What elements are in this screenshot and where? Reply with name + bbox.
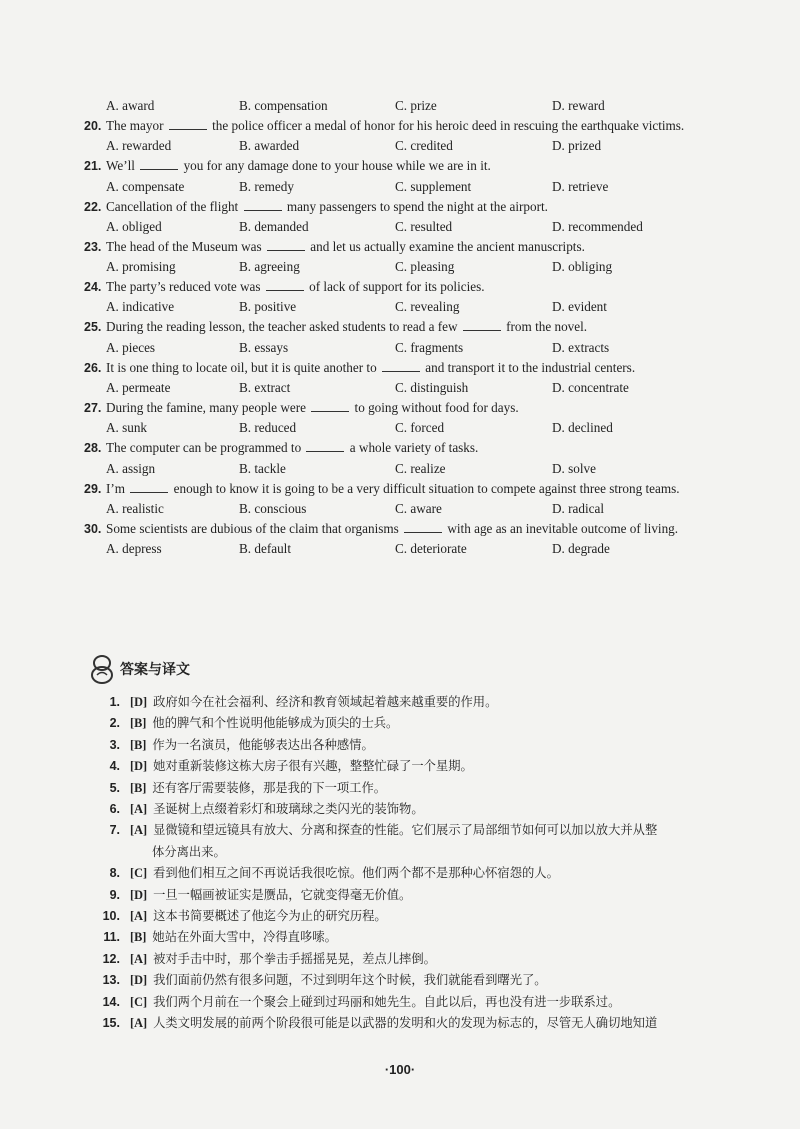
option: B. positive <box>239 299 297 315</box>
answer-translation: 显微镜和望远镜具有放大、分离和探查的性能。它们展示了局部细节如何可以加以放大并从整 <box>153 823 658 838</box>
answer-item <box>98 992 708 1013</box>
answer-item <box>98 692 708 713</box>
question-text-before: We’ll <box>106 158 135 174</box>
answer-item <box>98 949 708 970</box>
answer-key: [D] <box>130 887 148 902</box>
answer-item <box>98 927 708 948</box>
option: B. essays <box>239 339 289 355</box>
option: B. reduced <box>239 420 297 436</box>
answer-translation: 她对重新装修这栋大房子很有兴趣，整整忙碌了一个星期。 <box>153 759 473 774</box>
answer-key: [B] <box>130 716 147 731</box>
question-text-after: and transport it to the industrial centers. <box>425 359 636 375</box>
answer-item <box>98 778 708 799</box>
answer-blank <box>169 117 207 130</box>
question-text-after: with age as an inevitable outcome of living. <box>447 520 679 536</box>
option: C. resulted <box>395 218 453 234</box>
answer-translation: 看到他们相互之间不再说话我很吃惊。他们两个都不是那种心怀宿怨的人。 <box>153 866 559 881</box>
option: C. revealing <box>395 299 460 315</box>
answer-key: [B] <box>130 737 147 752</box>
option: B. agreeing <box>239 259 300 275</box>
answer-blank <box>266 278 304 291</box>
option: A. compensate <box>106 178 185 194</box>
answer-translation: 他的脾气和个性说明他能够成为顶尖的士兵。 <box>152 716 399 731</box>
answer-key: [D] <box>130 973 148 988</box>
question-4 <box>84 277 716 297</box>
question-5 <box>84 317 716 337</box>
answer-translation: 这本书简要概述了他迄今为止的研究历程。 <box>153 909 387 924</box>
question-0 <box>84 116 716 136</box>
answer-item <box>98 713 708 734</box>
answer-blank <box>244 198 282 211</box>
answers-title: 答案与译文 <box>120 662 190 678</box>
answer-key: [C] <box>130 994 148 1009</box>
option: D. declined <box>552 420 613 436</box>
question-text-after: from the novel. <box>506 319 588 335</box>
answer-number: 9. <box>109 887 120 902</box>
option: D. concentrate <box>552 380 629 396</box>
answer-key: [D] <box>130 695 148 709</box>
option: D. extracts <box>552 339 610 355</box>
options-row <box>84 459 716 479</box>
questions-section <box>84 96 716 559</box>
option: C. credited <box>395 138 453 154</box>
question-text-after: you for any damage done to your house while we are in it. <box>183 158 491 174</box>
question-number: 30. <box>84 521 102 536</box>
answer-item <box>98 970 708 991</box>
answer-key: [B] <box>130 780 147 795</box>
question-text-before: The head of the Museum was <box>106 238 262 254</box>
option: B. compensation <box>239 98 328 113</box>
answer-translation: 被对手击中时，那个拳击手摇摇晃晃，差点儿摔倒。 <box>153 951 436 966</box>
question-number: 24. <box>84 280 102 295</box>
question-number: 26. <box>84 360 102 375</box>
answer-translation: 我们两个月前在一个聚会上碰到过玛丽和她先生。自此以后，再也没有进一步联系过。 <box>153 994 621 1009</box>
option: C. fragments <box>395 339 464 355</box>
option: A. rewarded <box>106 138 172 154</box>
option: D. retrieve <box>552 178 609 194</box>
option: C. supplement <box>395 178 472 194</box>
answer-number: 15. <box>102 1016 120 1031</box>
option: B. conscious <box>239 500 307 516</box>
question-text-after: and let us actually examine the ancient manuscripts. <box>310 238 585 254</box>
option: D. recommended <box>552 218 643 234</box>
answer-blank <box>463 318 501 331</box>
question-text-before: During the reading lesson, the teacher asked students to read a few <box>106 319 458 335</box>
question-text-after: of lack of support for its policies. <box>309 279 485 295</box>
answer-number: 4. <box>109 759 120 774</box>
option: C. distinguish <box>395 380 469 396</box>
option: A. realistic <box>106 500 164 516</box>
question-text-before: The computer can be programmed to <box>106 440 302 456</box>
option: B. tackle <box>239 460 286 476</box>
options-row <box>84 177 716 197</box>
answer-key: [A] <box>130 823 148 838</box>
answer-number: 7. <box>109 823 120 838</box>
answer-translation: 政府如今在社会福利、经济和教育领域起着越来越重要的作用。 <box>153 695 498 709</box>
option: D. obliging <box>552 259 613 275</box>
answer-number: 6. <box>109 802 120 817</box>
answers-header <box>90 652 190 686</box>
question-number: 23. <box>84 239 102 254</box>
question-10 <box>84 519 716 539</box>
option: A. depress <box>106 541 162 557</box>
answer-translation: 她站在外面大雪中，冷得直哆嗦。 <box>152 930 337 945</box>
option: C. deteriorate <box>395 541 467 557</box>
option: D. prized <box>552 138 602 154</box>
answer-item <box>98 906 708 927</box>
answer-item <box>98 885 708 906</box>
page-number: ·100· <box>384 1062 416 1077</box>
options-row <box>84 499 716 519</box>
question-number: 27. <box>84 401 102 416</box>
answer-item <box>98 1013 708 1034</box>
answer-item <box>98 735 708 756</box>
question-9 <box>84 479 716 499</box>
answer-number: 2. <box>109 716 120 731</box>
answer-translation-continued: 体分离出来。 <box>152 844 226 859</box>
question-number: 20. <box>84 119 102 133</box>
answer-number: 1. <box>109 695 120 709</box>
answer-number: 8. <box>109 866 120 881</box>
options-row <box>84 257 716 277</box>
question-number: 28. <box>84 441 102 456</box>
question-text-before: The mayor <box>106 118 164 133</box>
answer-number: 5. <box>109 780 120 795</box>
answer-key: [A] <box>130 909 148 924</box>
option: A. permeate <box>106 380 171 396</box>
question-text-after: the police officer a medal of honor for his heroic deed in rescuing the earthquake victims. <box>212 118 685 133</box>
answer-number: 13. <box>102 973 120 988</box>
options-row <box>84 378 716 398</box>
question-2 <box>84 197 716 217</box>
question-text-before: The party’s reduced vote was <box>106 279 261 295</box>
option: C. realize <box>395 460 446 476</box>
question-1 <box>84 156 716 176</box>
option: C. forced <box>395 420 445 436</box>
answer-translation: 人类文明发展的前两个阶段很可能是以武器的发明和火的发现为标志的，尽管无人确切地知道 <box>153 1016 658 1031</box>
answer-number: 12. <box>102 951 120 966</box>
question-text-after: many passengers to spend the night at the airport. <box>286 198 548 214</box>
answer-number: 3. <box>109 737 120 752</box>
question-number: 25. <box>84 320 102 335</box>
answer-blank <box>306 439 344 452</box>
answer-key: [A] <box>130 802 148 817</box>
question-3 <box>84 237 716 257</box>
answer-blank <box>404 520 442 533</box>
question-text-after: a whole variety of tasks. <box>349 440 479 456</box>
answers-section-icon <box>90 654 114 684</box>
option: B. awarded <box>239 138 300 154</box>
question-text-before: During the famine, many people were <box>106 400 306 416</box>
question-text-before: Cancellation of the flight <box>106 198 239 214</box>
option: A. promising <box>106 259 176 275</box>
option: C. pleasing <box>395 259 455 275</box>
answer-key: [A] <box>130 1016 148 1031</box>
answer-item <box>98 799 708 820</box>
option: B. remedy <box>239 178 294 194</box>
option: D. radical <box>552 500 604 516</box>
answer-item <box>98 756 708 777</box>
options-row <box>84 338 716 358</box>
answer-translation: 作为一名演员，他能够表达出各种感情。 <box>152 737 374 752</box>
option: D. degrade <box>552 541 610 557</box>
option: B. demanded <box>239 218 309 234</box>
answer-translation: 圣诞树上点缀着彩灯和玻璃球之类闪光的装饰物。 <box>153 802 424 817</box>
answer-translation: 还有客厅需要装修，那是我的下一项工作。 <box>152 780 387 795</box>
answer-blank <box>140 157 178 170</box>
question-number: 29. <box>84 481 102 496</box>
option: A. sunk <box>106 420 148 436</box>
options-row <box>84 136 716 156</box>
answer-key: [A] <box>130 951 148 966</box>
option: C. aware <box>395 500 442 516</box>
option: D. evident <box>552 299 607 315</box>
question-text-before: It is one thing to locate oil, but it is quite another to <box>106 359 377 375</box>
answer-key: [D] <box>130 759 148 774</box>
option: A. pieces <box>106 339 156 355</box>
option: A. award <box>106 98 155 113</box>
option: C. prize <box>395 98 437 113</box>
options-row <box>84 539 716 559</box>
answer-item <box>98 820 708 863</box>
answer-translation: 我们面前仍然有很多问题，不过到明年这个时候，我们就能看到曙光了。 <box>153 973 547 988</box>
question-number: 21. <box>84 159 102 174</box>
option: D. reward <box>552 98 605 113</box>
question-number: 22. <box>84 199 102 214</box>
answer-blank <box>267 238 305 251</box>
question-text-before: I’m <box>106 480 126 496</box>
answer-item <box>98 863 708 884</box>
question-7 <box>84 398 716 418</box>
answer-blank <box>130 480 168 493</box>
question-8 <box>84 438 716 458</box>
answer-number: 11. <box>103 930 120 945</box>
option: B. extract <box>239 380 291 396</box>
answer-number: 10. <box>102 909 120 924</box>
answer-blank <box>382 359 420 372</box>
answer-key: [B] <box>130 930 147 945</box>
option: A. assign <box>106 460 156 476</box>
options-row <box>84 418 716 438</box>
option: A. indicative <box>106 299 175 315</box>
answer-number: 14. <box>102 994 120 1009</box>
options-row <box>84 217 716 237</box>
options-row <box>84 96 716 116</box>
answer-key: [C] <box>130 866 148 881</box>
answers-section <box>98 692 708 1035</box>
question-6 <box>84 358 716 378</box>
question-text-before: Some scientists are dubious of the claim that organisms <box>106 520 399 536</box>
options-row <box>84 297 716 317</box>
option: A. obliged <box>106 218 162 234</box>
option: B. default <box>239 541 292 557</box>
option: D. solve <box>552 460 596 476</box>
answer-blank <box>311 399 349 412</box>
question-text-after: enough to know it is going to be a very difficult situation to compete against three strong teams. <box>173 480 680 496</box>
answer-translation: 一旦一幅画被证实是赝品，它就变得毫无价值。 <box>153 887 412 902</box>
question-text-after: to going without food for days. <box>354 400 519 416</box>
